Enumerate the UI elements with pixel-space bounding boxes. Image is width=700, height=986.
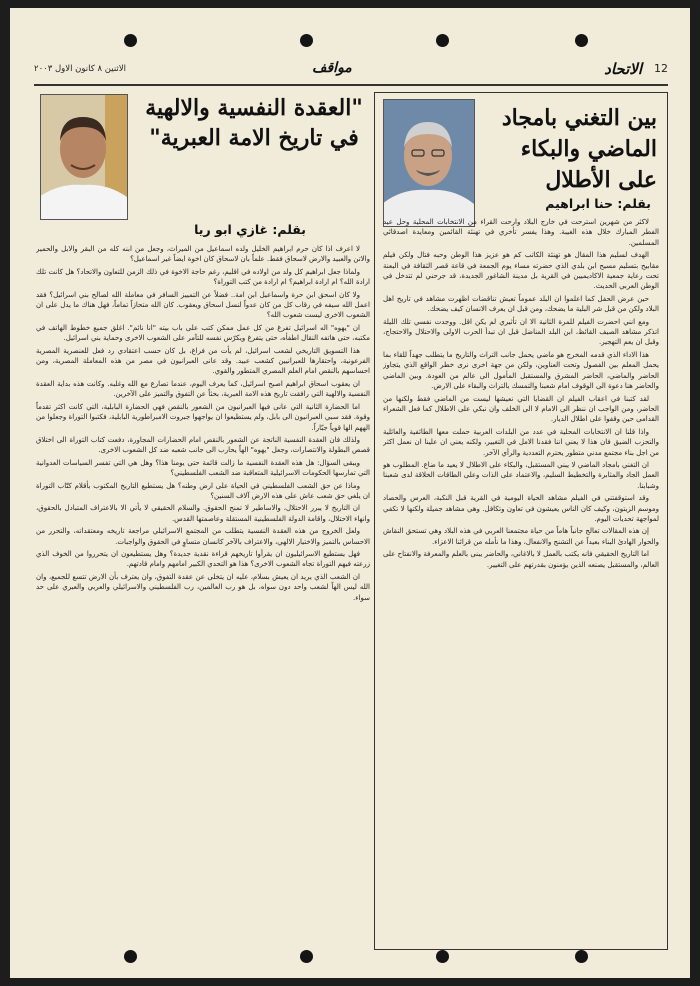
body-paragraph: هذا الاداء الذي قدمه المخرج هو ماضي يحمل جانب التراث والتاريخ ما يتطلب جهداً للقاء بما يحمل المعلم بين الفصول وتحت العناوين، ولكن من جهة اخرى نرى خطر الواقع الذي يتجاوز الحاضر والماضي، الحاضر المشرق والمستقبل المأمول الى عالم من العودة. وبين الماضي والحاضر هنا دعوة الى الوقوف امام شعبنا والتمسك بالتراث والبقاء على الارض. [383, 350, 659, 391]
binder-hole [575, 34, 588, 47]
author-portrait-icon [40, 95, 127, 220]
body-paragraph: ولعل الخروج من هذه العقدة النفسية يتطلب من المجتمع الاسرائيلي مراجعة تاريخه ومعتقداته، والتحرر من الاحساس بالتميز والاختيار الالهي، والاعتراف بالآخر كانسان متساوٍ في الحقوق والواجبات. [36, 527, 370, 546]
author-photo [383, 99, 475, 227]
newspaper-logo: الاتحاد [604, 60, 642, 78]
section-title: مواقف [312, 60, 352, 76]
left-article [34, 92, 372, 958]
body-paragraph: ان التغني بامجاد الماضي لا يبني المستقبل، والبكاء على الاطلال لا يعيد ما ضاع. المطلوب هو العمل الجاد والمثابرة والتخطيط السليم، والاعتماد على الذات وعلى الطاقات الخلاقة لدى شعبنا وشبابنا. [383, 460, 659, 490]
binder-hole [575, 950, 588, 963]
issue-date: الاثنين ٨ كانون الاول ٢٠٠٣ [34, 64, 126, 74]
page-number: 12 [654, 62, 668, 75]
body-paragraph: واذا قلنا ان الانتخابات المحلية في عدد من البلدات العربية حملت معها الطائفية والعائلية والتحزب الضيق فان هذا لا يعني اننا فقدنا الامل في التغيير، ولكنه يعني ان علينا ان نعمل اكثر من اجل بناء مجتمع مدني متطور يحترم التعددية والرأي الآخر. [383, 427, 659, 457]
newspaper-page [10, 8, 690, 978]
body-paragraph: وقد استوقفتني في الفيلم مشاهد الحياة اليومية في القرية قبل النكبة، العرس والحصاد وموسم الزيتون، وكيف كان الناس يعيشون في تعاون وتكافل. وهي مشاهد جميلة ولكنها لا تكفي لمواجهة تحديات اليوم. [383, 494, 659, 523]
article-byline: بقلم: حنا ابراهيم [545, 196, 651, 211]
body-paragraph: فهل يستطيع الاسرائيليون ان يقرأوا تاريخهم قراءة نقدية جديدة؟ وهل يستطيعون ان يتحرروا من الخوف الذي زرعته فيهم التوراة تجاه الشعوب الاخرى؟ هذا هو التحدي الكبير امامهم وامام قادتهم. [36, 549, 370, 569]
article-headline: بين التغني بامجاد الماضي والبكاء على الأطلال [501, 105, 657, 194]
body-paragraph: إن هذه المقالات تعالج جانباً هاماً من حياة مجتمعنا العربي في هذه البلاد وهي تستحق النقاش والحوار الهادئ البناء بعيداً عن التشنج والانفعال، وهذا ما نأمله من قرائنا الاعزاء. [383, 527, 659, 546]
body-paragraph: ان التاريخ لا يبرر الاحتلال، والاساطير لا تمنح الحقوق. والسلام الحقيقي لا يأتي الا بالاعتراف المتبادل بالحقوق، وانهاء الاحتلال، واقامة الدولة الفلسطينية المستقلة وعاصمتها القدس. [36, 504, 370, 523]
body-paragraph: حين عرض الحفل كما اعلموا ان البلد عموماً تعيش تناقضات اظهرت مشاهد في تاريخ اهل البلاد ولكن من قبل شر البلية ما يضحك، ومن قبل ان يعرف الانسان كيف يضحك. [383, 294, 659, 314]
article-body [36, 244, 370, 958]
body-paragraph: لا اعرف اذا كان حرم ابراهيم الخليل ولده اسماعيل من الميراث، وجعل من ابنه كله من البقر والابل والحمير والاتن والعبيد والارض لاسحاق فقط. علماً بان لاسحاق كان اخوة ايضاً غير اسماعيل؟ [36, 245, 370, 264]
body-paragraph: ولذلك فان العقدة النفسية الناتجة عن الشعور بالنقص امام الحضارات المجاورة، دفعت كتاب التوراة الى اختلاق قصص البطولة والانتصارات، وجعل "يهوه" الهاً يحارب الى جانب شعبه ضد كل الشعوب الاخرى. [36, 435, 370, 455]
body-paragraph: وماذا عن حق الشعب الفلسطيني في الحياة على ارض وطنه؟ هل يستطيع التاريخ المكتوب بأقلام كتّاب التوراة ان يلغي حق شعب عاش على هذه الارض آلاف السنين؟ [36, 481, 370, 500]
body-paragraph: اما التاريخ الحقيقي فانه يكتب بالعمل لا بالاغاني، والحاضر يبنى بالعلم والمعرفة والانفتاح على العالم، والمستقبل يصنعه الذين يؤمنون بقدرتهم على التغيير. [383, 550, 659, 569]
body-paragraph: هذا التسويق التاريخي لشعب اسرائيل، لم يأت من فراغ، بل كان حسب اعتقادي رد فعل للعنصرية المصرية الفرعونية، واحتقارها للعبرانيين كشعب عبيد. وقد عانى العبرانيون في مصر من هذه المعاملة المصرية، ومن احساسهم بالنقص امام العلم المصري المتطور والقوي. [36, 346, 370, 376]
article-body [383, 217, 659, 943]
author-portrait-icon [383, 100, 474, 227]
article-byline: بقلم: غازي ابو ريا [194, 222, 306, 237]
body-paragraph: اما الحضارة الثانية التي عانى فيها العبرانيون من الشعور بالنقص فهي الحضارة البابلية، التي كانت اكثر تقدماً وقوة. فقد سبي العبرانيون الى بابل، ولم يستطيعوا ان يواجهوا جبروت الامبراطورية البابلية، فكتبوا التوراة وجعلوا من الههم الها قوياً جبّاراً. [36, 402, 370, 432]
article-headline: "العقدة النفسية والالهية في تاريخ الامة العبرية" [145, 95, 363, 151]
body-paragraph: لاكثر من شهرين استرحت في خارج البلاد وارحت القراء من الانتخابات المحلية وحل عيد الفطر المبارك خلال هذه الغيبة. وهذا يفسر تأخري في تهنئة القائمين ومعايدة اصدقائي المسلمين. [383, 218, 659, 247]
body-paragraph: الهدف لسليم هذا المقال هو تهنئة الكاتب كم هو عزيز هذا الوطن وحبه فتال ولكن فيلم مقابيح بتسليم مسيح ابن بلدي الذي حضرته مساء يوم الجمعة في قاعة قصر الثقافة في البعنة تحت رعاية جمعية الاكاديميين في القرية بل مدينة الشاغور الجديدة، قد جرحني لم تتدخل في الوطن العربي الحديث. [383, 251, 659, 291]
body-paragraph: ولا كان اسحق ابن حرة واسماعيل ابن امة.. فضلاً عن التمييز السافر في معاملة الله لصالح بني اسرائيل؟ فقد اعمل الله سيفه في رقاب كل من كان عدواً لنسل اسحاق ويعقوب. كان الله متحازاً تماماً، فهل هناك ما يدل على ان الشعوب الاخرى ليست شعوب الله؟ [36, 290, 370, 320]
right-article [374, 92, 668, 950]
body-paragraph: ان الشعب الذي يريد ان يعيش بسلام، عليه ان يتخلى عن عقدة التفوق، وان يعترف بأن الارض تتسع للجميع، وان الله ليس الهاً لشعب واحد دون سواه، بل هو رب العالمين، رب الفلسطيني والاسرائيلي والعربي والعبري على حد سواء. [36, 572, 370, 602]
body-paragraph: ولماذا جعل ابراهيم كل ولد من اولاده في اقليم، رغم حاجة الاخوة في ذلك الزمن للتعاون والاتحاد؟ هل كانت تلك ارادة الله؟ ام ارادة ابراهيم؟ ام ارادة من كتب التوراة؟ [36, 267, 370, 287]
binder-hole [436, 950, 449, 963]
body-paragraph: لقد كتبنا في اعقاب الفيلم ان القضايا التي نعيشها ليست من الماضي فقط ولكنها من الحاضر، ومن الواجب ان ننظر الى الامام لا الى الخلف وان نبكي على الاطلال كما فعل الشعراء القدامى حين وقفوا على اطلال الديار. [383, 394, 659, 424]
binder-hole [436, 34, 449, 47]
binder-hole [300, 34, 313, 47]
body-paragraph: ومع انني احضرت الفيلم للمرة الثانية الا ان تأثيري لم يكن اقل. ووجدت نفسي تلك الليلة اتذكر مشاهد الصيف القائظ، ابن البلد المناضل قبل ان تبدأ الحرب الاولى والاحتلال والاحتجاج، وقبل ان يعم التهجير. [383, 317, 659, 347]
body-paragraph: ان يعقوب اسحاق ابراهيم اصبح اسرائيل، كما يعرف اليوم، عندما تصارع مع الله وغلبه. وكانت هذه بداية العقدة النفسية والالهية التي رافقت تاريخ هذه الامة العبرية، بحثاً عن التفوق والتميز على الآخرين. [36, 379, 370, 399]
author-photo [40, 94, 128, 220]
binder-hole [124, 34, 137, 47]
body-paragraph: ويبقى السؤال: هل هذه العقدة النفسية ما زالت قائمة حتى يومنا هذا؟ وهل هي التي تفسر السياسات العدوانية التي تمارسها الحكومات الاسرائيلية المتعاقبة ضد الشعب الفلسطيني؟ [36, 458, 370, 478]
body-paragraph: ان "يهوه" اله اسرائيل تفرغ من كل عمل ممكن كتب على باب بيته "انا نائم". اغلق جميع خطوط الهاتف في مكتبه، حتى هاتفه النقال اطفأه، حتى يتفرغ ويكرّس نفسه للتآمر على الشعوب الاخرى وحماية بني اسرائيل. [36, 323, 370, 343]
page-header [34, 60, 668, 86]
